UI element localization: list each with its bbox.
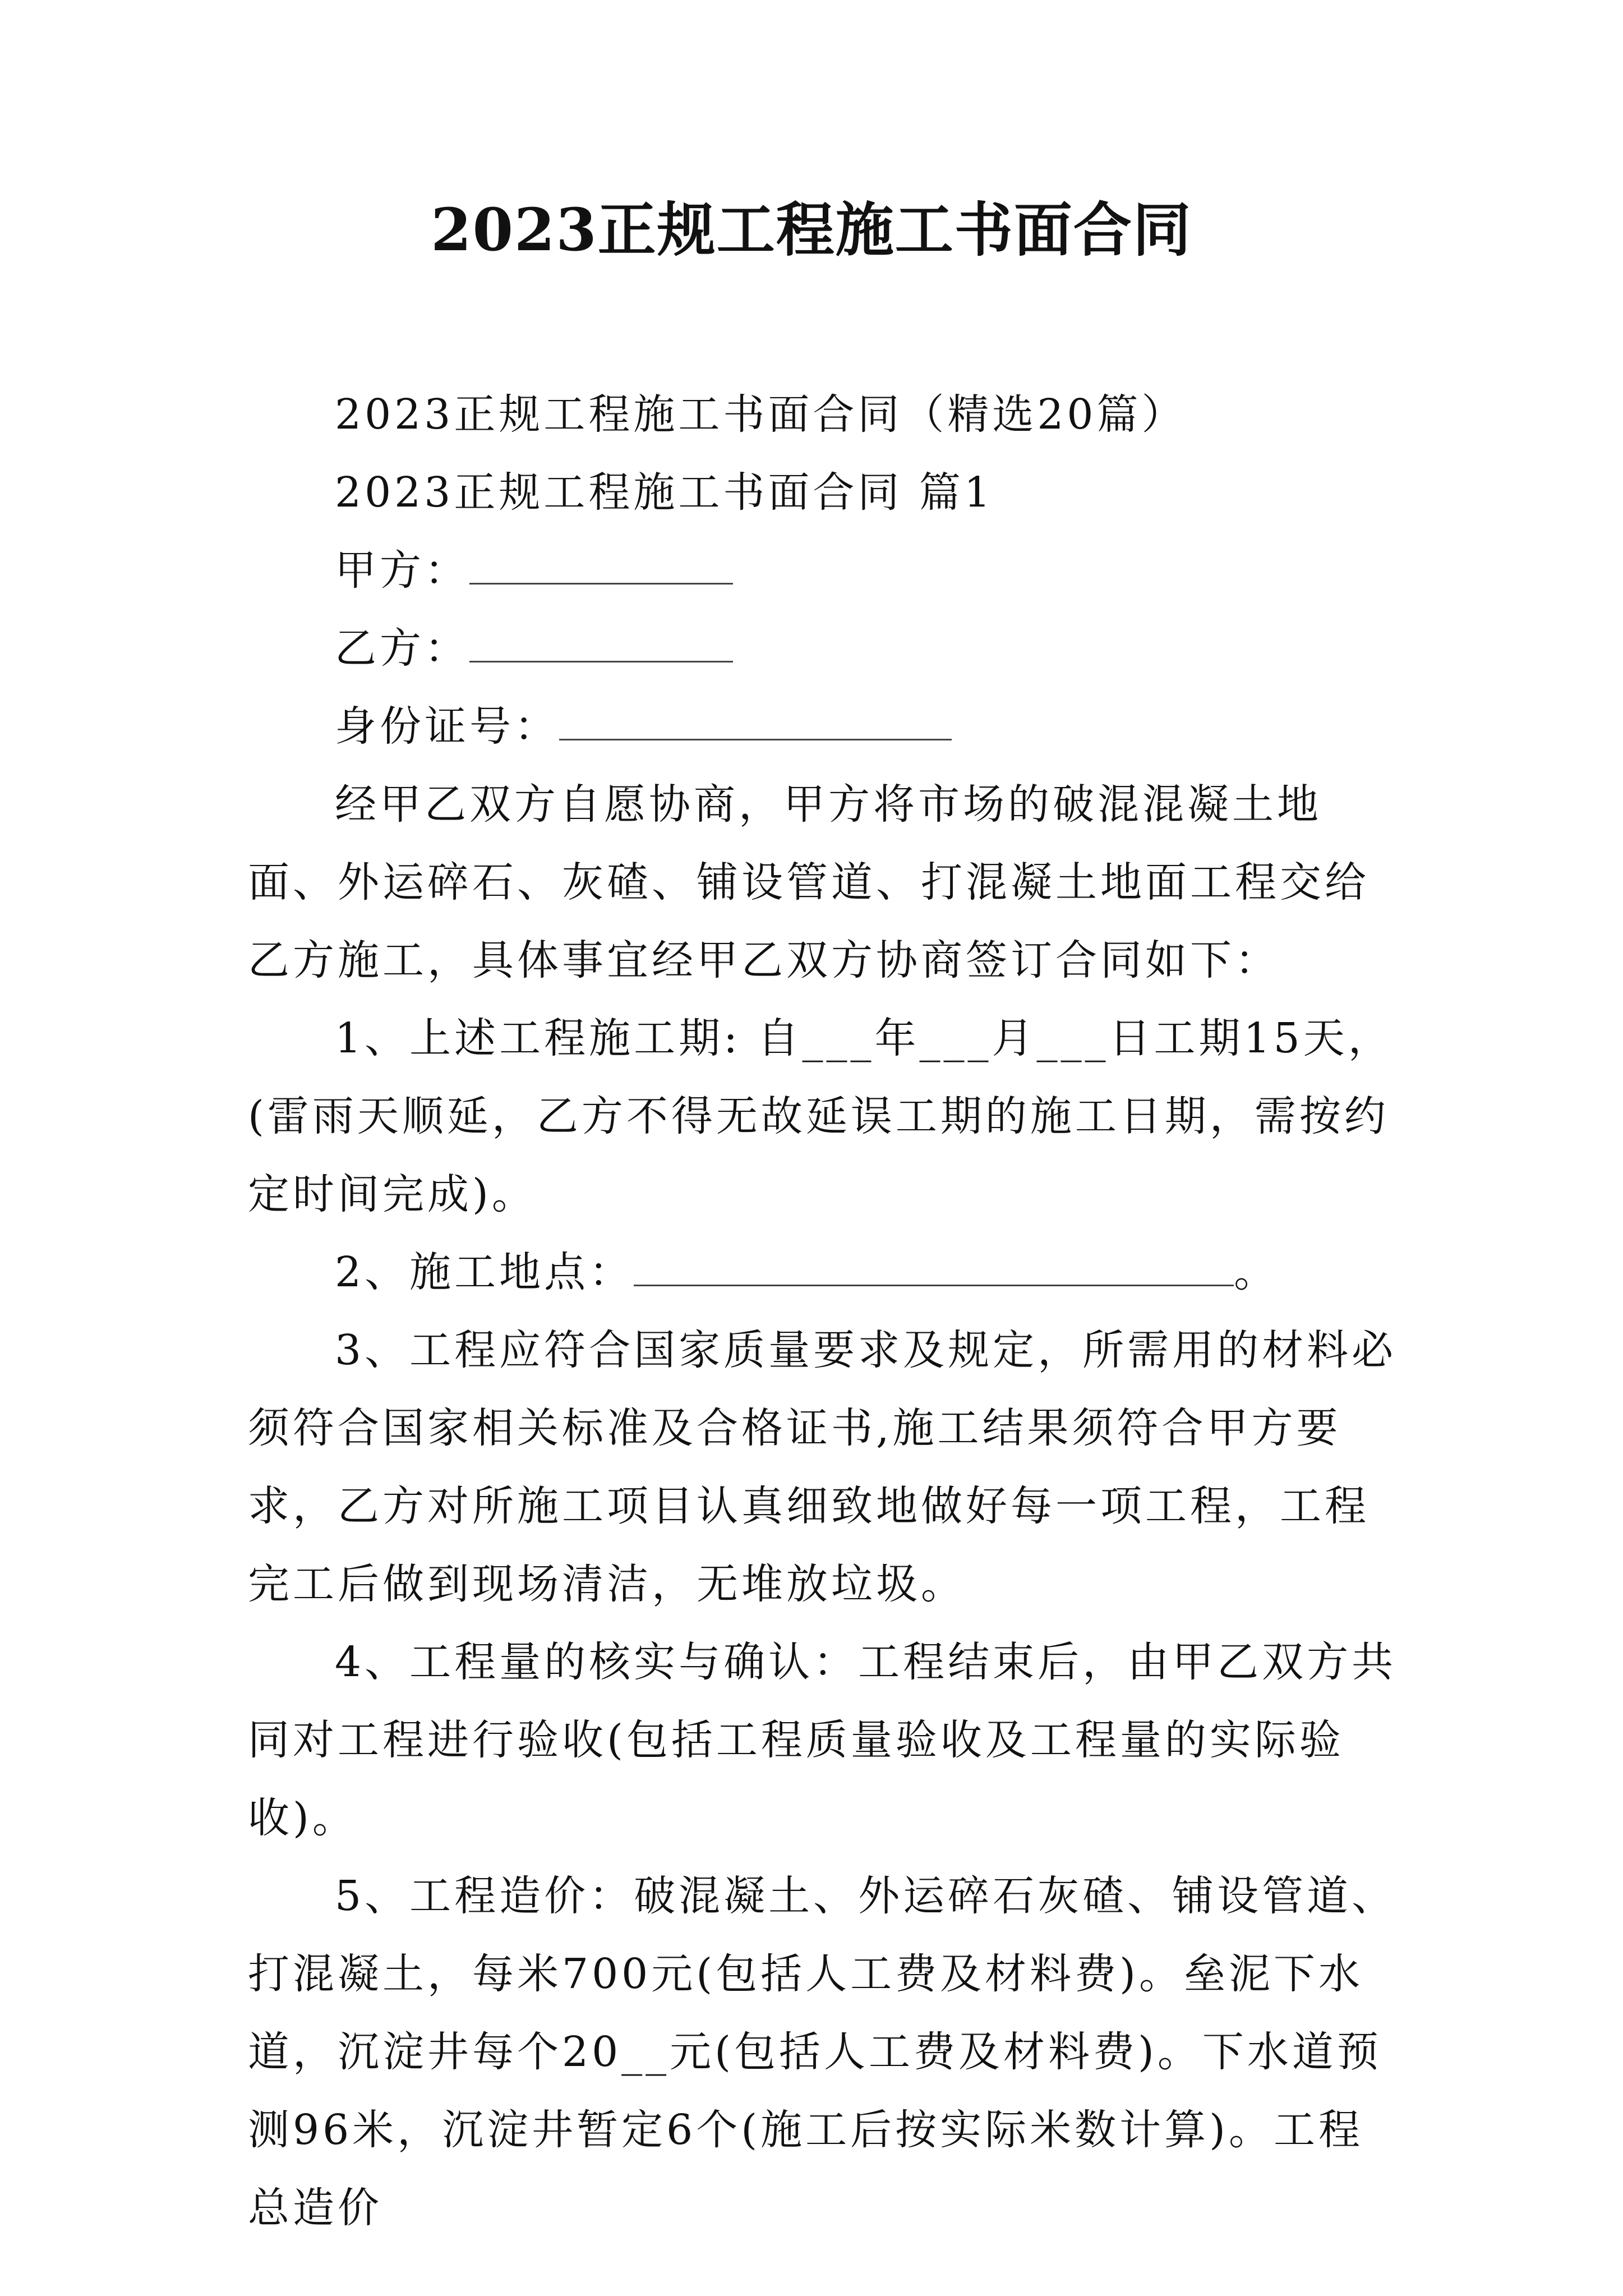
id-number-blank	[559, 705, 952, 740]
party-a-blank	[469, 549, 733, 585]
clause-4: 4、工程量的核实与确认：工程结束后，由甲乙双方共同对工程进行验收(包括工程质量验收及工程量的实际验收)。	[248, 1638, 1397, 1842]
subtitle: 2023正规工程施工书面合同（精选20篇）	[335, 390, 1187, 439]
clause-3: 3、工程应符合国家质量要求及规定，所需用的材料必须符合国家相关标准及合格证书,施工结果须符合甲方要求，乙方对所施工项目认真细致地做好每一项工程，工程完工后做到现场清洁，无堆放垃圾。	[248, 1326, 1397, 1608]
clause-2-label: 2、施工地点：	[335, 1248, 634, 1296]
clause-2-suffix: 。	[1234, 1248, 1279, 1296]
clause-1: 1、上述工程施工期: 自___年___月___日工期15天，(雷雨天顺延，乙方不得无故延误工期的施工日期，需按约定时间完成)。	[248, 1014, 1393, 1218]
party-b-line	[248, 610, 1403, 688]
clause-2	[248, 1234, 1403, 1312]
clause-5: 5、工程造价：破混凝土、外运碎石灰碴、铺设管道、打混凝土，每米700元(包括人工费及材料费)。垒泥下水道，沉淀井每个20__元(包括人工费及材料费)。下水道预测96米，沉淀井暂定6个(施工后按实际米数计算)。工程总造价	[248, 1872, 1397, 2232]
document-body	[248, 376, 1403, 2247]
section-heading: 2023正规工程施工书面合同 篇1	[335, 468, 994, 517]
party-b-blank	[469, 627, 733, 662]
id-number-line	[248, 688, 1403, 766]
party-a-label: 甲方：	[335, 546, 469, 595]
intro-paragraph: 经甲乙双方自愿协商，甲方将市场的破混混凝土地面、外运碎石、灰碴、铺设管道、打混凝土地面工程交给乙方施工，具体事宜经甲乙双方协商签订合同如下：	[248, 780, 1370, 984]
party-b-label: 乙方：	[335, 624, 469, 673]
document-title: 2023正规工程施工书面合同	[431, 195, 1192, 264]
id-number-label: 身份证号：	[335, 702, 559, 751]
party-a-line	[248, 532, 1403, 610]
clause-2-blank	[634, 1251, 1234, 1286]
